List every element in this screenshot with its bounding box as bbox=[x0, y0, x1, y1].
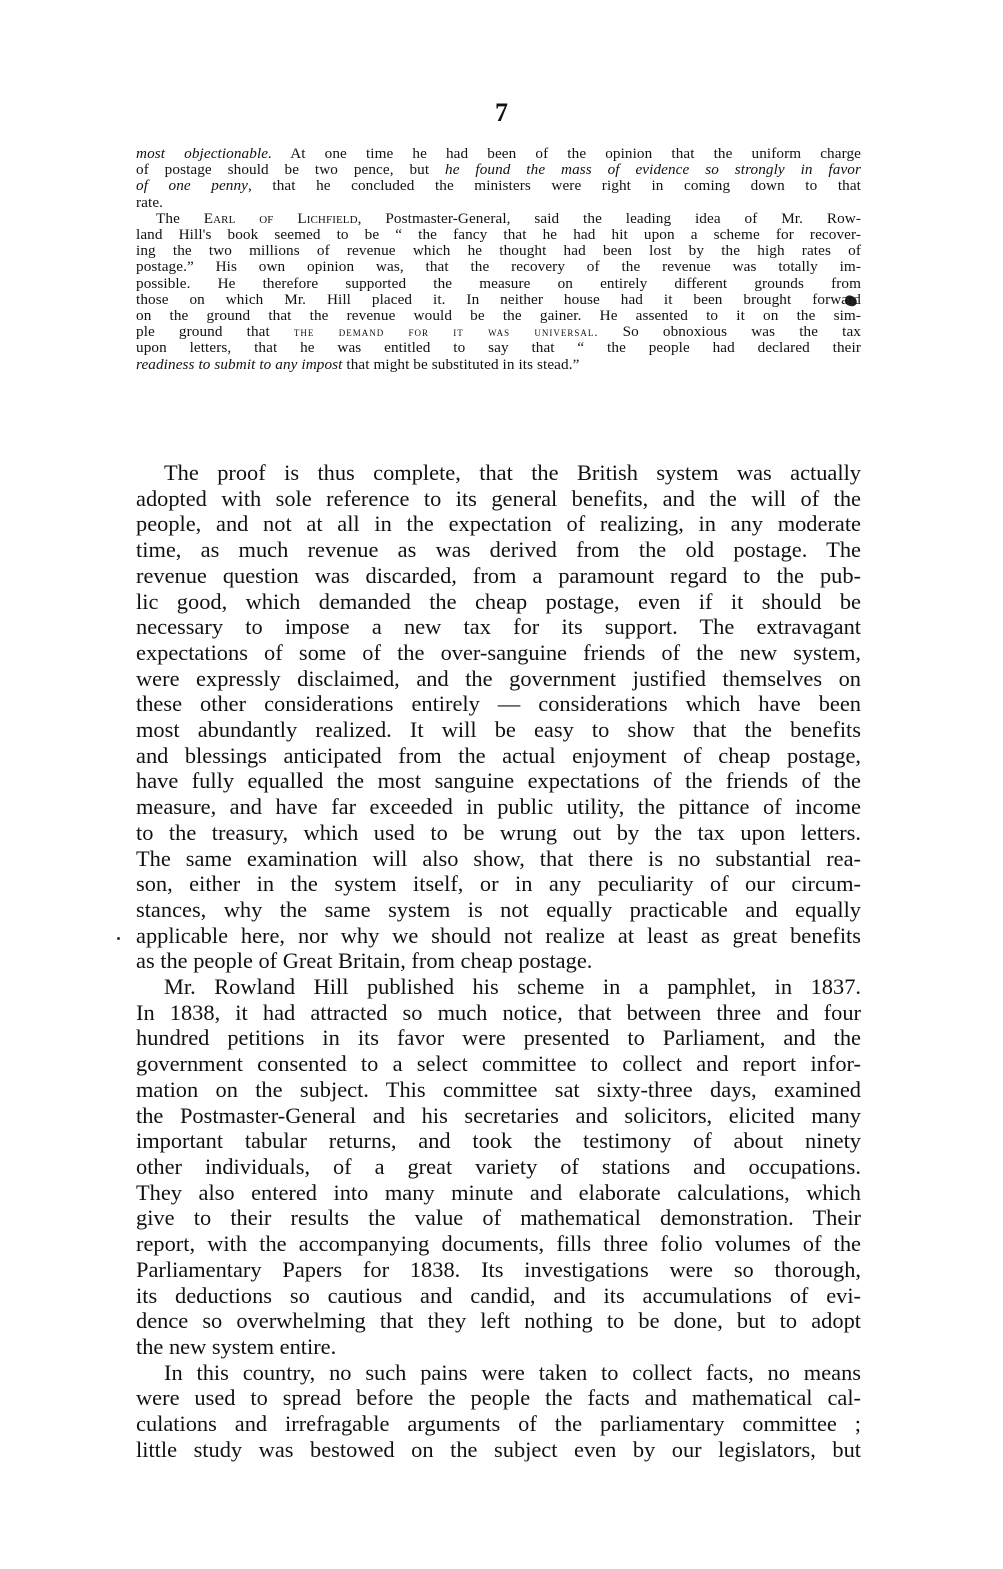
text-line: possible. He therefore supported the measure on entirely different grounds from bbox=[136, 274, 861, 292]
text-line: Parliamentary Papers for 1838. Its investigations were so thorough, bbox=[136, 1256, 861, 1282]
text-line: little study was bestowed on the subject even by our legislators, but bbox=[136, 1436, 861, 1462]
italic-phrase: readiness to submit to any impost bbox=[136, 355, 343, 373]
quote-paragraph-1 bbox=[136, 146, 861, 211]
text-line: these other considerations entirely — considerations which have been bbox=[136, 691, 861, 717]
text-line: stances, why the same system is not equally practicable and equally bbox=[136, 896, 861, 922]
text-line: give to their results the value of mathematical demonstration. Their bbox=[136, 1205, 861, 1231]
text-line: upon letters, that he was entitled to say that “ the people had declared their bbox=[136, 339, 861, 357]
text-line bbox=[136, 146, 861, 162]
text-line: were expressly disclaimed, and the government justified themselves on bbox=[136, 665, 861, 691]
text-line: adopted with sole reference to its general benefits, and the will of the bbox=[136, 485, 861, 511]
text-line bbox=[136, 178, 861, 194]
italic-phrase: he found the mass of evidence so strongly in favor bbox=[445, 161, 861, 179]
text-line: revenue question was discarded, from a paramount regard to the pub- bbox=[136, 562, 861, 588]
text-line: ing the two millions of revenue which he thought had been lost by the high rates of bbox=[136, 242, 861, 260]
text-line: They also entered into many minute and elaborate calculations, which bbox=[136, 1179, 861, 1205]
text-segment: So obnoxious was the tax bbox=[598, 323, 861, 341]
text-segment: ple ground that bbox=[136, 323, 294, 341]
text-line: were used to spread before the people the facts and mathematical cal- bbox=[136, 1385, 861, 1411]
body-paragraph-1 bbox=[136, 460, 861, 974]
text-line bbox=[136, 211, 861, 227]
text-line: government consented to a select committee to collect and report infor- bbox=[136, 1051, 861, 1077]
text-line: important tabular returns, and took the testimony of about ninety bbox=[136, 1128, 861, 1154]
text-line: other individuals, of a great variety of stations and occupations. bbox=[136, 1153, 861, 1179]
text-line: In this country, no such pains were taken to collect facts, no means bbox=[164, 1359, 861, 1385]
text-line: on the ground that the revenue would be the gainer. He assented to it on the sim- bbox=[136, 307, 861, 325]
margin-dot-mark bbox=[117, 937, 120, 940]
italic-phrase: of one penny bbox=[136, 177, 249, 195]
text-line: son, either in the system itself, or in any peculiarity of our circum- bbox=[136, 871, 861, 897]
quoted-passage bbox=[136, 146, 861, 373]
small-caps-name: Earl of Lichfield bbox=[203, 209, 358, 227]
text-line: lic good, which demanded the cheap postage, even if it should be bbox=[136, 588, 861, 614]
text-line: report, with the accompanying documents, fills three folio volumes of the bbox=[136, 1231, 861, 1257]
text-line: those on which Mr. Hill placed it. In neither house had it been brought forward bbox=[136, 290, 861, 308]
text-line: as the people of Great Britain, from cheap postage. bbox=[136, 948, 593, 974]
text-line: postage.” His own opinion was, that the recovery of the revenue was totally im- bbox=[136, 258, 861, 276]
quote-paragraph-2 bbox=[136, 211, 861, 373]
text-line: the new system entire. bbox=[136, 1333, 337, 1359]
text-line: its deductions so cautious and candid, and its accumulations of evi- bbox=[136, 1282, 861, 1308]
text-line: time, as much revenue as was derived from the old postage. The bbox=[136, 537, 861, 563]
text-segment: of postage should be two pence, but bbox=[136, 161, 446, 179]
text-line: the Postmaster-General and his secretaries and solicitors, elicited many bbox=[136, 1102, 861, 1128]
italic-phrase: most objectionable. bbox=[136, 145, 273, 162]
text-line: dence so overwhelming that they left nothing to be done, but to adopt bbox=[136, 1308, 861, 1334]
text-line: measure, and have far exceeded in public utility, the pittance of income bbox=[136, 794, 861, 820]
text-line: hundred petitions in its favor were presented to Parliament, and the bbox=[136, 1025, 861, 1051]
text-line bbox=[136, 357, 861, 373]
text-line bbox=[136, 324, 861, 340]
text-line: necessary to impose a new tax for its support. The extravagant bbox=[136, 614, 861, 640]
text-line: In 1838, it had attracted so much notice, that between three and four bbox=[136, 999, 861, 1025]
page-number: 7 bbox=[495, 98, 508, 127]
text-line: The proof is thus complete, that the British system was actually bbox=[164, 460, 861, 485]
text-line: expectations of some of the over-sanguine friends of the new system, bbox=[136, 639, 861, 665]
text-segment: The bbox=[156, 209, 204, 227]
main-text bbox=[136, 460, 861, 1462]
text-line: people, and not at all in the expectation of realizing, in any moderate bbox=[136, 511, 861, 537]
text-segment: , that he concluded the ministers were right in coming down to that bbox=[248, 177, 861, 195]
text-line: The same examination will also show, that there is no substantial rea- bbox=[136, 845, 861, 871]
text-line bbox=[136, 162, 861, 178]
text-line: rate. bbox=[136, 193, 164, 211]
text-line: to the treasury, which used to be wrung out by the tax upon letters. bbox=[136, 819, 861, 845]
text-line: land Hill's book seemed to be “ the fancy that he had hit upon a scheme for recover- bbox=[136, 226, 861, 244]
text-line: and blessings anticipated from the actual enjoyment of cheap postage, bbox=[136, 742, 861, 768]
body-paragraph-2 bbox=[136, 974, 861, 1360]
text-segment: that might be substituted in its stead.” bbox=[342, 355, 580, 373]
body-paragraph-3 bbox=[136, 1360, 861, 1463]
text-line: mation on the subject. This committee sat sixty-three days, examined bbox=[136, 1076, 861, 1102]
small-caps-emphasis: the demand for it was universal. bbox=[293, 325, 599, 340]
text-segment: , Postmaster-General, said the leading idea of Mr. Row- bbox=[357, 209, 861, 227]
text-line: culations and irrefragable arguments of the parliamentary committee ; bbox=[136, 1411, 861, 1437]
text-line: applicable here, nor why we should not realize at least as great benefits bbox=[136, 922, 861, 948]
text-line: most abundantly realized. It will be easy to show that the benefits bbox=[136, 717, 861, 743]
text-line: Mr. Rowland Hill published his scheme in a pamphlet, in 1837. bbox=[164, 974, 861, 1000]
text-line: have fully equalled the most sanguine expectations of the friends of the bbox=[136, 768, 861, 794]
text-segment: At one time he had been of the opinion that the uniform charge bbox=[272, 145, 861, 162]
